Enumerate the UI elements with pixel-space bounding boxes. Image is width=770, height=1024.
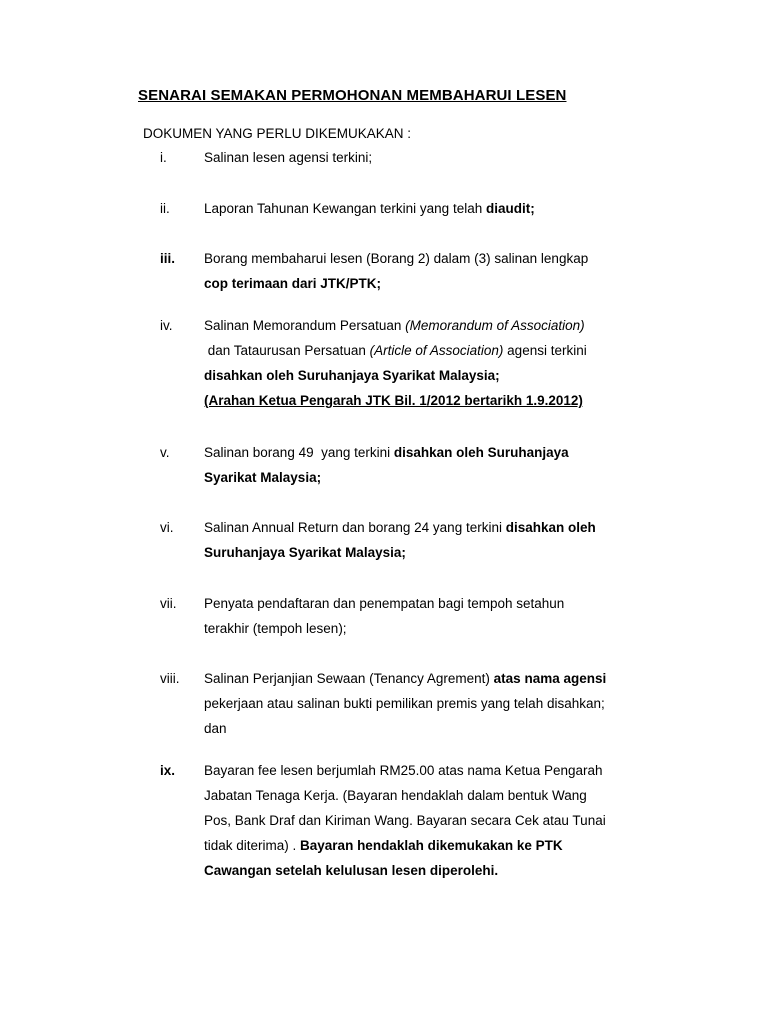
text-run: Bayaran fee lesen berjumlah RM25.00 atas nama Ketua Pengarah (204, 763, 603, 778)
item-line (204, 440, 569, 465)
item-line (204, 388, 587, 413)
text-run: pekerjaan atau salinan bukti pemilikan premis yang telah disahkan; (204, 696, 605, 711)
bold-text-run: cop terimaan dari JTK/PTK; (204, 276, 382, 291)
item-line (204, 465, 569, 490)
item-number: iii. (160, 251, 176, 266)
item-text (204, 666, 606, 741)
bold-text-run: disahkan oleh (505, 520, 596, 535)
directive-reference: (Arahan Ketua Pengarah JTK Bil. 1/2012 bertarikh 1.9.2012) (204, 393, 583, 408)
item-text (204, 515, 596, 565)
text-run: terakhir (tempoh lesen); (204, 621, 347, 636)
text-run: Salinan borang 49 yang terkini (204, 445, 394, 460)
text-run: Pos, Bank Draf dan Kiriman Wang. Bayaran secara Cek atau Tunai (204, 813, 606, 828)
item-text (204, 313, 587, 413)
item-line (204, 666, 606, 691)
item-number: viii. (160, 671, 180, 686)
italic-text-run: (Memorandum of Association) (405, 318, 585, 333)
item-line (204, 691, 606, 716)
item-line (204, 515, 596, 540)
bold-text-run: disahkan oleh Suruhanjaya Syarikat Malaysia; (204, 368, 500, 383)
item-line (204, 196, 535, 221)
item-number: v. (160, 445, 170, 460)
item-text (204, 196, 535, 221)
item-text (204, 440, 569, 490)
item-number: ii. (160, 201, 170, 216)
bold-text-run: diaudit; (485, 201, 535, 216)
item-line (204, 808, 606, 833)
text-run: Salinan Perjanjian Sewaan (Tenancy Agrement) (204, 671, 494, 686)
item-line (204, 716, 606, 741)
item-line (204, 858, 606, 883)
item-number: vi. (160, 520, 174, 535)
item-line (204, 246, 588, 271)
item-line (204, 591, 564, 616)
text-run: dan (204, 721, 227, 736)
bold-text-run: Cawangan setelah kelulusan lesen diperolehi. (204, 863, 499, 878)
text-run: Salinan Memorandum Persatuan (204, 318, 406, 333)
bold-text-run: atas nama agensi (493, 671, 607, 686)
item-text (204, 591, 564, 641)
text-run: Laporan Tahunan Kewangan terkini yang telah (204, 201, 486, 216)
document-title: SENARAI SEMAKAN PERMOHONAN MEMBAHARUI LESEN (138, 87, 567, 104)
text-run: agensi terkini (503, 343, 587, 358)
text-run: tidak diterima) . (204, 838, 301, 853)
item-line (204, 363, 587, 388)
text-run: Borang membaharui lesen (Borang 2) dalam (3) salinan lengkap (204, 251, 589, 266)
bold-text-run: disahkan oleh Suruhanjaya (393, 445, 569, 460)
bold-text-run: Syarikat Malaysia; (204, 470, 322, 485)
item-line (204, 313, 587, 338)
text-run: Jabatan Tenaga Kerja. (Bayaran hendaklah dalam bentuk Wang (204, 788, 587, 803)
item-number: iv. (160, 318, 173, 333)
item-line (204, 616, 564, 641)
item-line (204, 758, 606, 783)
item-number: vii. (160, 596, 177, 611)
italic-text-run: (Article of Association) (369, 343, 504, 358)
item-line (204, 338, 587, 363)
item-line (204, 271, 588, 296)
text-run: Penyata pendaftaran dan penempatan bagi tempoh setahun (204, 596, 565, 611)
item-line (204, 783, 606, 808)
item-text (204, 758, 606, 883)
text-run: Salinan Annual Return dan borang 24 yang terkini (204, 520, 506, 535)
item-line (204, 833, 606, 858)
bold-text-run: Suruhanjaya Syarikat Malaysia; (204, 545, 406, 560)
item-line (204, 540, 596, 565)
item-text (204, 246, 588, 296)
item-line (204, 145, 372, 170)
section-heading: DOKUMEN YANG PERLU DIKEMUKAKAN : (143, 126, 412, 141)
item-text (204, 145, 372, 170)
bold-text-run: Bayaran hendaklah dikemukakan ke PTK (300, 838, 563, 853)
text-run: dan Tataurusan Persatuan (204, 343, 370, 358)
text-run: Salinan lesen agensi terkini; (204, 150, 373, 165)
item-number: i. (160, 150, 167, 165)
item-number: ix. (160, 763, 176, 778)
